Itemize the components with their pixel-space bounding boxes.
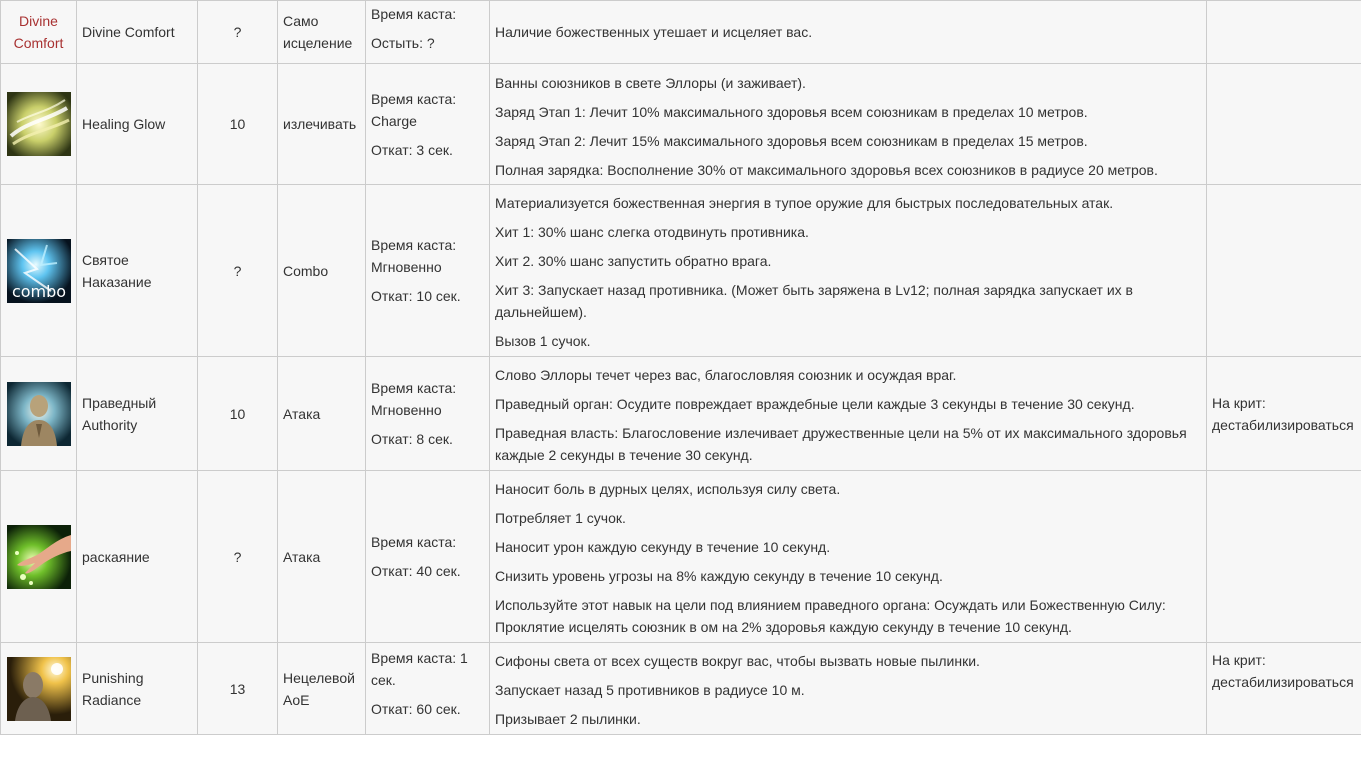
cast-cooldown: Откат: 10 сек. bbox=[371, 288, 461, 304]
skill-type: излечивать bbox=[278, 64, 366, 185]
desc-line: Материализуется божественная энергия в тупое оружие для быстрых последовательных атак. bbox=[495, 194, 1114, 211]
table-row bbox=[1, 357, 1361, 471]
skill-extra bbox=[1207, 471, 1361, 643]
skill-name: Punishing Radiance bbox=[77, 643, 198, 735]
divine-comfort-icon: Divine Comfort bbox=[13, 13, 64, 51]
desc-line: Праведный орган: Осудите повреждает враждебные цели каждые 3 секунды в течение 30 секунд. bbox=[495, 395, 1135, 412]
skill-description bbox=[490, 185, 1207, 357]
cast-time: Время каста: Мгновенно bbox=[371, 380, 457, 418]
skill-type: Само исцеление bbox=[278, 1, 366, 64]
cast-cooldown: Откат: 60 сек. bbox=[371, 701, 461, 717]
skill-cooldown: ? bbox=[198, 1, 278, 64]
desc-line: Наносит боль в дурных целях, используя силу света. bbox=[495, 480, 841, 497]
praying-figure-icon bbox=[7, 382, 71, 446]
skill-description bbox=[490, 357, 1207, 471]
desc-line: Праведная власть: Благословение излечивает дружественные цели на 5% от их максимального здоровья каждые 2 секунды в течение 30 секунд. bbox=[495, 424, 1187, 463]
skill-extra bbox=[1207, 64, 1361, 185]
desc-line: Сифоны света от всех существ вокруг вас, чтобы вызвать новые пылинки. bbox=[495, 652, 980, 669]
table-row bbox=[1, 471, 1361, 643]
skill-icon-cell bbox=[1, 643, 77, 735]
skill-description bbox=[490, 643, 1207, 735]
desc-line: Слово Эллоры течет через вас, благословляя союзник и осуждая враг. bbox=[495, 366, 957, 383]
desc-line: Призывает 2 пылинки. bbox=[495, 710, 641, 727]
desc-line: Хит 1: 30% шанс слегка отодвинуть противника. bbox=[495, 223, 809, 240]
skill-icon-cell bbox=[1, 185, 77, 357]
desc-line: Потребляет 1 сучок. bbox=[495, 509, 626, 526]
skill-type: Combo bbox=[278, 185, 366, 357]
skill-description bbox=[490, 64, 1207, 185]
skill-cooldown: ? bbox=[198, 185, 278, 357]
desc-line: Используйте этот навык на цели под влиянием праведного органа: Осуждать или Божественную Силу: Проклятие исцелять союзник в ом на 2% здоровья каждую секунду в течение 10 секунд. bbox=[495, 596, 1166, 635]
skill-name: раскаяние bbox=[77, 471, 198, 643]
desc-line: Заряд Этап 1: Лечит 10% максимального здоровья всем союзникам в пределах 10 метров. bbox=[495, 103, 1088, 120]
skill-name: Healing Glow bbox=[77, 64, 198, 185]
skill-description bbox=[490, 471, 1207, 643]
desc-line: Запускает назад 5 противников в радиусе 10 м. bbox=[495, 681, 805, 698]
desc-line: Хит 3: Запускает назад противника. (Может быть заряжена в Lv12; полная зарядка запускает их в дальнейшем). bbox=[495, 281, 1133, 320]
cast-cooldown: Откат: 8 сек. bbox=[371, 431, 453, 447]
desc-line: Хит 2. 30% шанс запустить обратно врага. bbox=[495, 252, 772, 269]
skill-cast bbox=[366, 64, 490, 185]
skill-cooldown: 10 bbox=[198, 357, 278, 471]
skill-type: Атака bbox=[278, 471, 366, 643]
skill-icon-cell bbox=[1, 357, 77, 471]
skill-cast bbox=[366, 185, 490, 357]
glowing-hand-icon bbox=[7, 525, 71, 589]
skill-cooldown: ? bbox=[198, 471, 278, 643]
skill-name: Святое Наказание bbox=[77, 185, 198, 357]
cast-time: Время каста: Мгновенно bbox=[371, 237, 457, 275]
skill-cooldown: 13 bbox=[198, 643, 278, 735]
skill-description bbox=[490, 1, 1207, 64]
table-row bbox=[1, 185, 1361, 357]
skill-cooldown: 10 bbox=[198, 64, 278, 185]
cast-cooldown: Откат: 40 сек. bbox=[371, 563, 461, 579]
cast-time: Время каста: bbox=[371, 534, 457, 550]
desc-line: Вызов 1 сучок. bbox=[495, 332, 591, 349]
skill-type: Атака bbox=[278, 357, 366, 471]
skill-name: Divine Comfort bbox=[77, 1, 198, 64]
skill-extra: На крит: дестабилизироваться bbox=[1207, 357, 1361, 471]
table-row bbox=[1, 64, 1361, 185]
skill-icon-cell bbox=[1, 1, 77, 64]
desc-line: Наносит урон каждую секунду в течение 10 секунд. bbox=[495, 538, 831, 555]
skill-extra: На крит: дестабилизироваться bbox=[1207, 643, 1361, 735]
desc-line: Заряд Этап 2: Лечит 15% максимального здоровья всем союзникам в пределах 15 метров. bbox=[495, 132, 1088, 149]
desc-line: Снизить уровень угрозы на 8% каждую секунду в течение 10 секунд. bbox=[495, 567, 943, 584]
skill-cast bbox=[366, 1, 490, 64]
radiance-figure-icon bbox=[7, 657, 71, 721]
table-row bbox=[1, 643, 1361, 735]
cast-time: Время каста: Charge bbox=[371, 90, 457, 129]
table-row bbox=[1, 1, 1361, 64]
cast-time: Время каста: 1 сек. bbox=[371, 650, 468, 688]
combo-icon bbox=[7, 239, 71, 303]
skill-type: Нецелевой AoE bbox=[278, 643, 366, 735]
desc-line: Полная зарядка: Восполнение 30% от максимального здоровья всех союзников в радиусе 20 метров. bbox=[495, 161, 1158, 178]
cast-cooldown: Откат: 3 сек. bbox=[371, 141, 453, 158]
skill-icon-cell bbox=[1, 471, 77, 643]
cast-cooldown: Остыть: ? bbox=[371, 35, 435, 51]
skill-cast bbox=[366, 357, 490, 471]
skill-name: Праведный Authority bbox=[77, 357, 198, 471]
skill-cast bbox=[366, 471, 490, 643]
skill-cast bbox=[366, 643, 490, 735]
healing-glow-icon bbox=[7, 92, 71, 156]
skill-icon-cell bbox=[1, 64, 77, 185]
desc-line: Ванны союзников в свете Эллоры (и заживает). bbox=[495, 74, 806, 91]
skill-extra bbox=[1207, 1, 1361, 64]
cast-time: Время каста: bbox=[371, 6, 457, 22]
svg-text:combo: combo bbox=[11, 281, 66, 301]
skill-extra bbox=[1207, 185, 1361, 357]
desc-line: Наличие божественных утешает и исцеляет вас. bbox=[495, 24, 813, 40]
